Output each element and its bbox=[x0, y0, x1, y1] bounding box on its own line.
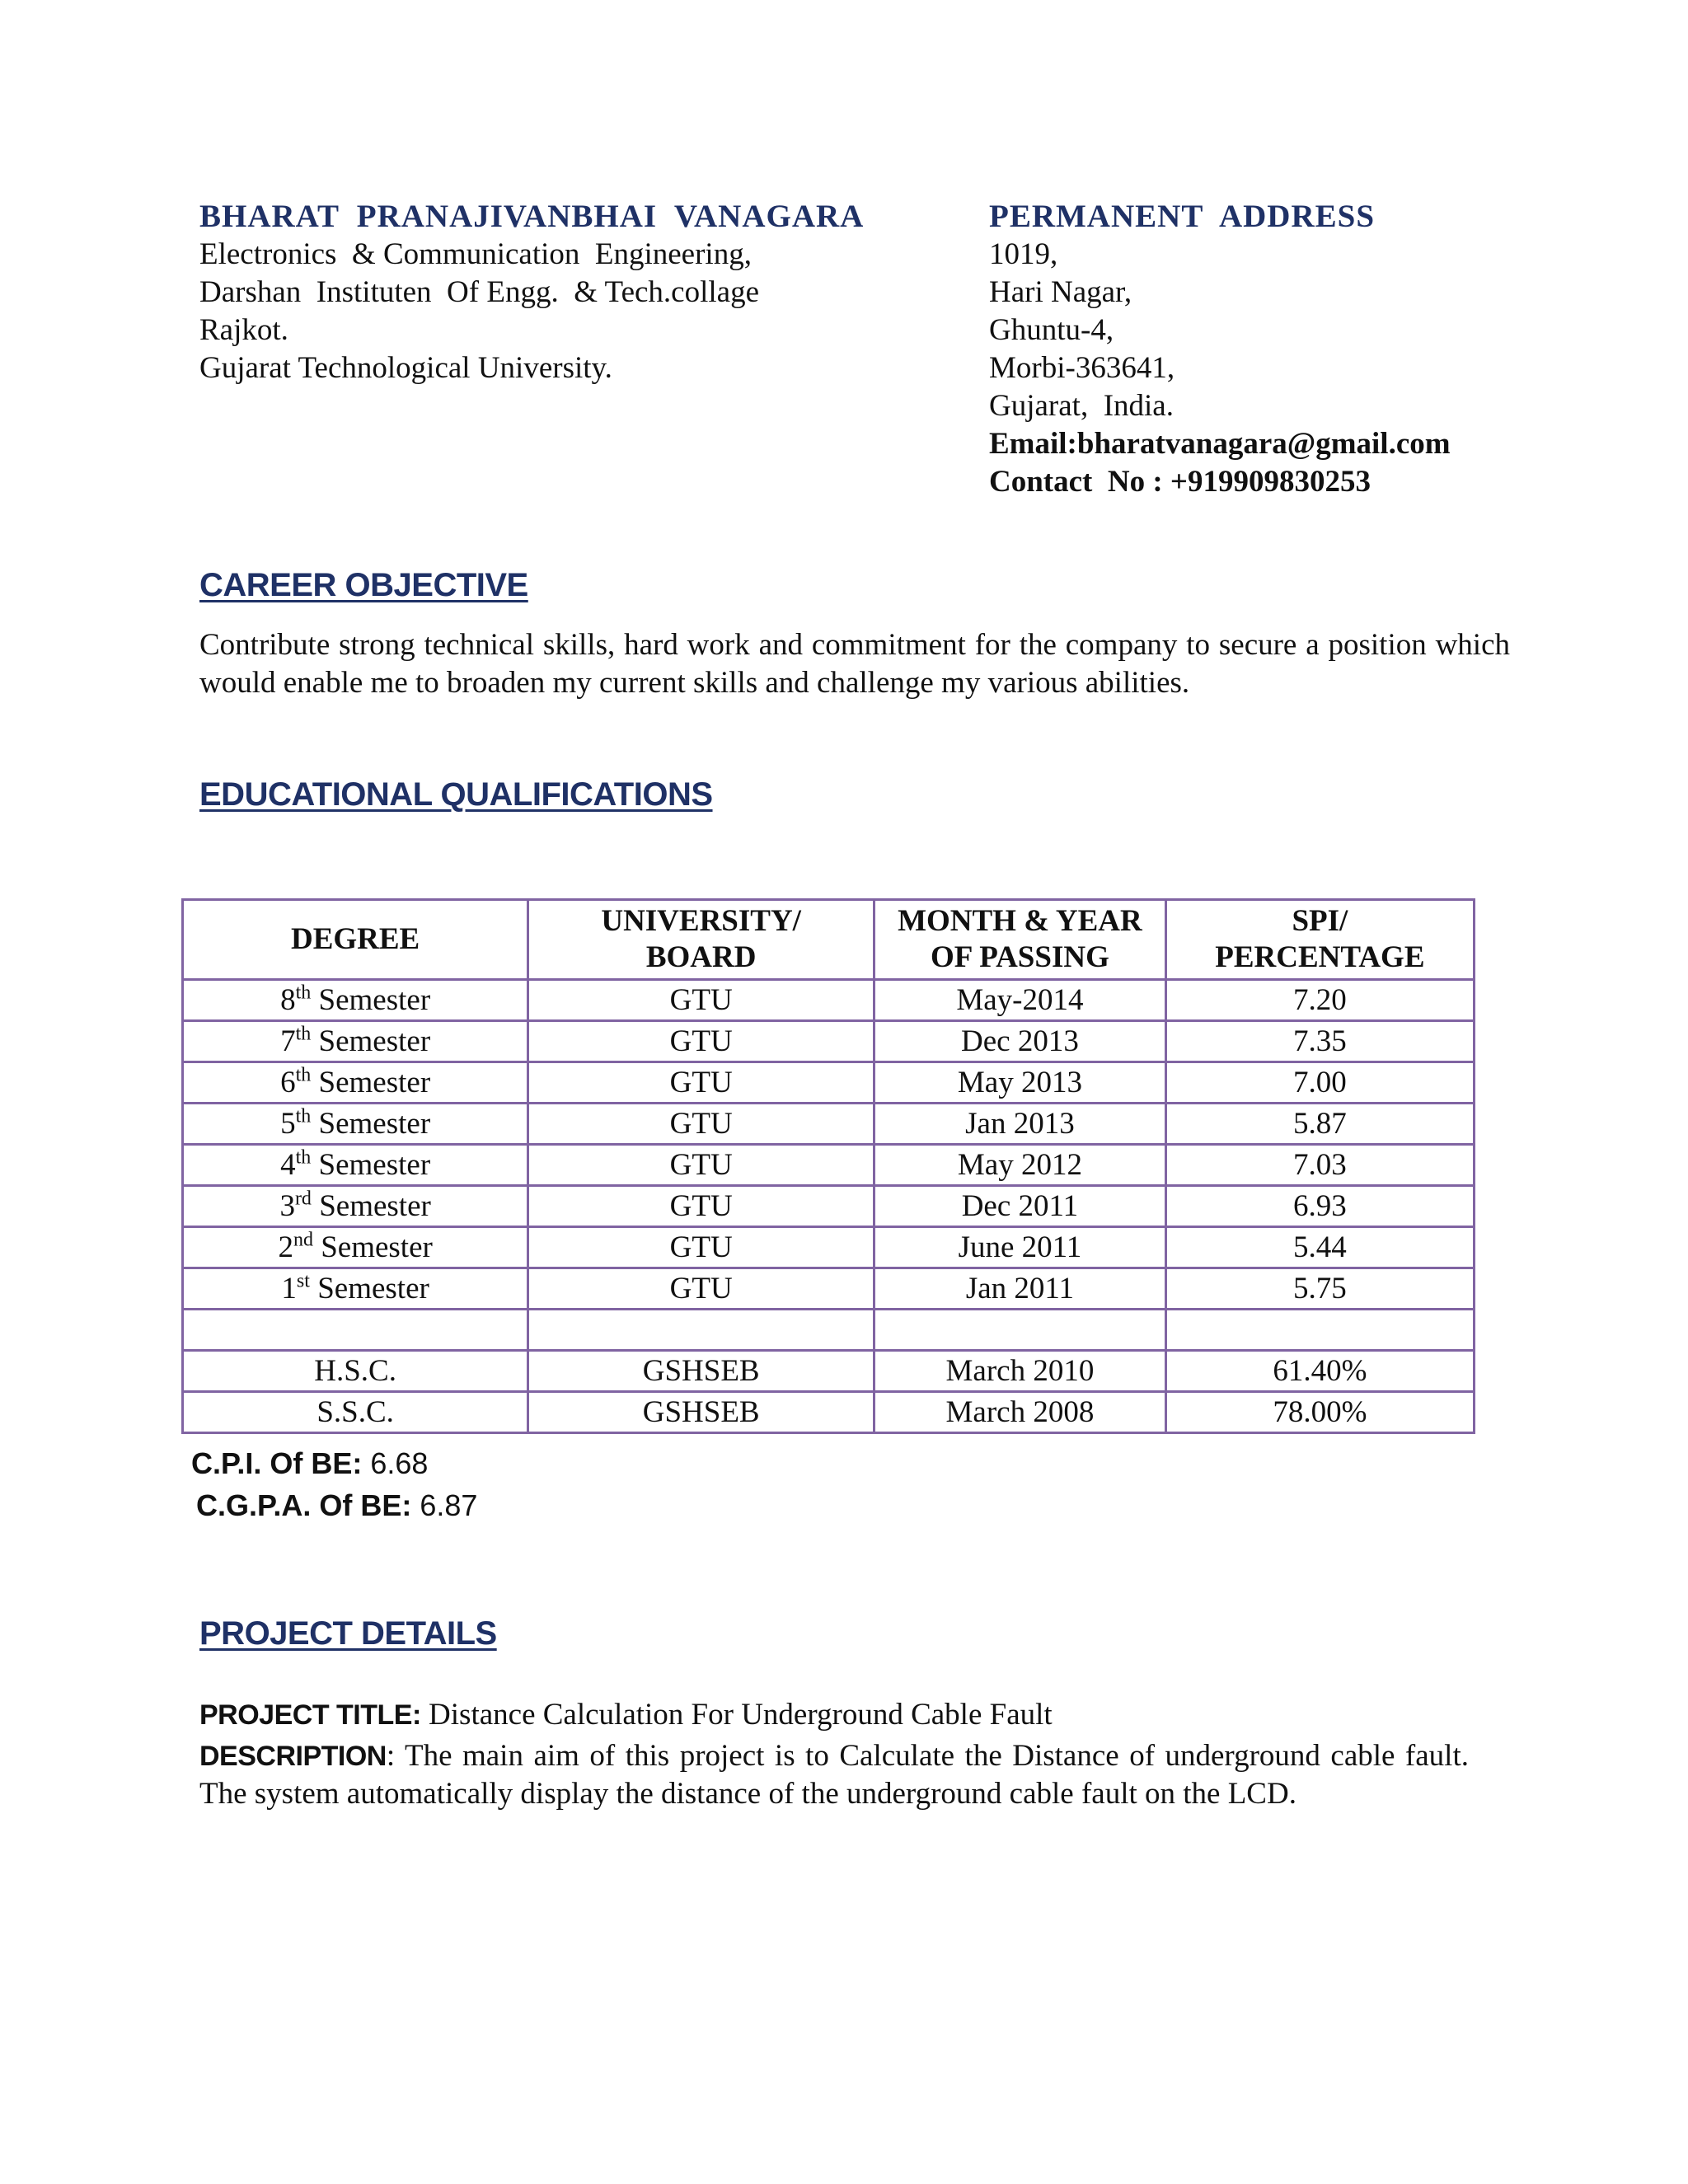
cpi-line bbox=[191, 1446, 428, 1481]
university-line: Gujarat Technological University. bbox=[199, 351, 612, 385]
table-row bbox=[183, 980, 1475, 1021]
degree-header: DEGREE bbox=[183, 900, 528, 980]
cgpa-label: C.G.P.A. Of BE: bbox=[196, 1488, 412, 1522]
table-row bbox=[183, 1104, 1475, 1145]
career-objective-text: Contribute strong technical skills, hard work and commitment for the company to secure a position which would enable me to broaden my current skills and challenge my various abilities. bbox=[199, 628, 1510, 700]
branch-line: Electronics & Communication Engineering, bbox=[199, 237, 752, 271]
degree-cell bbox=[183, 1310, 528, 1351]
board-cell: GSHSEB bbox=[528, 1392, 874, 1433]
career-objective-title: CAREER OBJECTIVE bbox=[199, 567, 528, 603]
score-cell: 6.93 bbox=[1165, 1186, 1474, 1227]
city-line: Rajkot. bbox=[199, 313, 288, 347]
project-details-title: PROJECT DETAILS bbox=[199, 1615, 497, 1652]
board-cell: GTU bbox=[528, 1268, 874, 1310]
degree-cell: 6th Semester bbox=[183, 1062, 528, 1104]
address-line: Hari Nagar, bbox=[989, 275, 1132, 309]
score-cell: 7.35 bbox=[1165, 1021, 1474, 1062]
education-title: EDUCATIONAL QUALIFICATIONS bbox=[199, 776, 713, 813]
degree-cell: 3rd Semester bbox=[183, 1186, 528, 1227]
institute-line: Darshan Instituten Of Engg. & Tech.collage bbox=[199, 275, 759, 309]
university-header: UNIVERSITY/ BOARD bbox=[528, 900, 874, 980]
address-title: PERMANENT ADDRESS bbox=[989, 199, 1376, 234]
cgpa-line bbox=[196, 1488, 477, 1523]
table-row bbox=[183, 1392, 1475, 1433]
passing-date-cell: May 2012 bbox=[874, 1145, 1166, 1186]
score-cell: 5.44 bbox=[1165, 1227, 1474, 1268]
project-title-line bbox=[199, 1696, 1469, 1734]
cgpa-value: 6.87 bbox=[411, 1488, 478, 1522]
score-cell: 7.20 bbox=[1165, 980, 1474, 1021]
header-left bbox=[199, 198, 941, 387]
score-cell: 7.00 bbox=[1165, 1062, 1474, 1104]
spi-header: SPI/ PERCENTAGE bbox=[1165, 900, 1474, 980]
address-line: Morbi-363641, bbox=[989, 351, 1175, 385]
passing-date-cell: May 2013 bbox=[874, 1062, 1166, 1104]
passing-date-cell: June 2011 bbox=[874, 1227, 1166, 1268]
passing-date-cell: Dec 2011 bbox=[874, 1186, 1166, 1227]
passing-date-cell: March 2008 bbox=[874, 1392, 1166, 1433]
table-row bbox=[183, 1186, 1475, 1227]
description-value: : The main aim of this project is to Calculate the Distance of underground cable fault. The system automatically display the distance of the underground cable fault on the LCD. bbox=[199, 1739, 1469, 1811]
table-header-row bbox=[183, 900, 1475, 980]
passing-date-cell: Jan 2013 bbox=[874, 1104, 1166, 1145]
score-cell: 61.40% bbox=[1165, 1351, 1474, 1392]
header-right bbox=[989, 198, 1648, 501]
passing-date-cell: Dec 2013 bbox=[874, 1021, 1166, 1062]
address-line: 1019, bbox=[989, 237, 1058, 271]
table-row bbox=[183, 1227, 1475, 1268]
degree-cell: 1st Semester bbox=[183, 1268, 528, 1310]
board-cell: GTU bbox=[528, 1104, 874, 1145]
project-title-value: Distance Calculation For Underground Cable Fault bbox=[420, 1698, 1053, 1732]
degree-cell: S.S.C. bbox=[183, 1392, 528, 1433]
table-row bbox=[183, 1310, 1475, 1351]
degree-cell: 7th Semester bbox=[183, 1021, 528, 1062]
address-line: Ghuntu-4, bbox=[989, 313, 1114, 347]
board-cell: GTU bbox=[528, 980, 874, 1021]
score-cell: 7.03 bbox=[1165, 1145, 1474, 1186]
degree-cell: 5th Semester bbox=[183, 1104, 528, 1145]
month-year-header: MONTH & YEAR OF PASSING bbox=[874, 900, 1166, 980]
board-cell bbox=[528, 1310, 874, 1351]
candidate-name: BHARAT PRANAJIVANBHAI VANAGARA bbox=[199, 199, 865, 234]
cpi-value: 6.68 bbox=[362, 1446, 429, 1480]
board-cell: GTU bbox=[528, 1186, 874, 1227]
passing-date-cell: Jan 2011 bbox=[874, 1268, 1166, 1310]
table-row bbox=[183, 1268, 1475, 1310]
board-cell: GTU bbox=[528, 1227, 874, 1268]
passing-date-cell bbox=[874, 1310, 1166, 1351]
project-title-label: PROJECT TITLE: bbox=[199, 1699, 421, 1731]
email-line: Email:bharatvanagara@gmail.com bbox=[989, 427, 1451, 461]
address-line: Gujarat, India. bbox=[989, 389, 1174, 423]
table-row bbox=[183, 1351, 1475, 1392]
degree-cell: H.S.C. bbox=[183, 1351, 528, 1392]
score-cell: 78.00% bbox=[1165, 1392, 1474, 1433]
table-row bbox=[183, 1145, 1475, 1186]
board-cell: GSHSEB bbox=[528, 1351, 874, 1392]
score-cell: 5.87 bbox=[1165, 1104, 1474, 1145]
degree-cell: 8th Semester bbox=[183, 980, 528, 1021]
table-row bbox=[183, 1021, 1475, 1062]
score-cell bbox=[1165, 1310, 1474, 1351]
degree-cell: 4th Semester bbox=[183, 1145, 528, 1186]
passing-date-cell: May-2014 bbox=[874, 980, 1166, 1021]
board-cell: GTU bbox=[528, 1062, 874, 1104]
description-label: DESCRIPTION bbox=[199, 1741, 387, 1772]
education-table bbox=[181, 898, 1475, 1434]
table-row bbox=[183, 1062, 1475, 1104]
board-cell: GTU bbox=[528, 1021, 874, 1062]
project-description bbox=[199, 1737, 1469, 1813]
cpi-label: C.P.I. Of BE: bbox=[191, 1446, 363, 1480]
degree-cell: 2nd Semester bbox=[183, 1227, 528, 1268]
passing-date-cell: March 2010 bbox=[874, 1351, 1166, 1392]
contact-line: Contact No : +919909830253 bbox=[989, 465, 1371, 499]
board-cell: GTU bbox=[528, 1145, 874, 1186]
score-cell: 5.75 bbox=[1165, 1268, 1474, 1310]
